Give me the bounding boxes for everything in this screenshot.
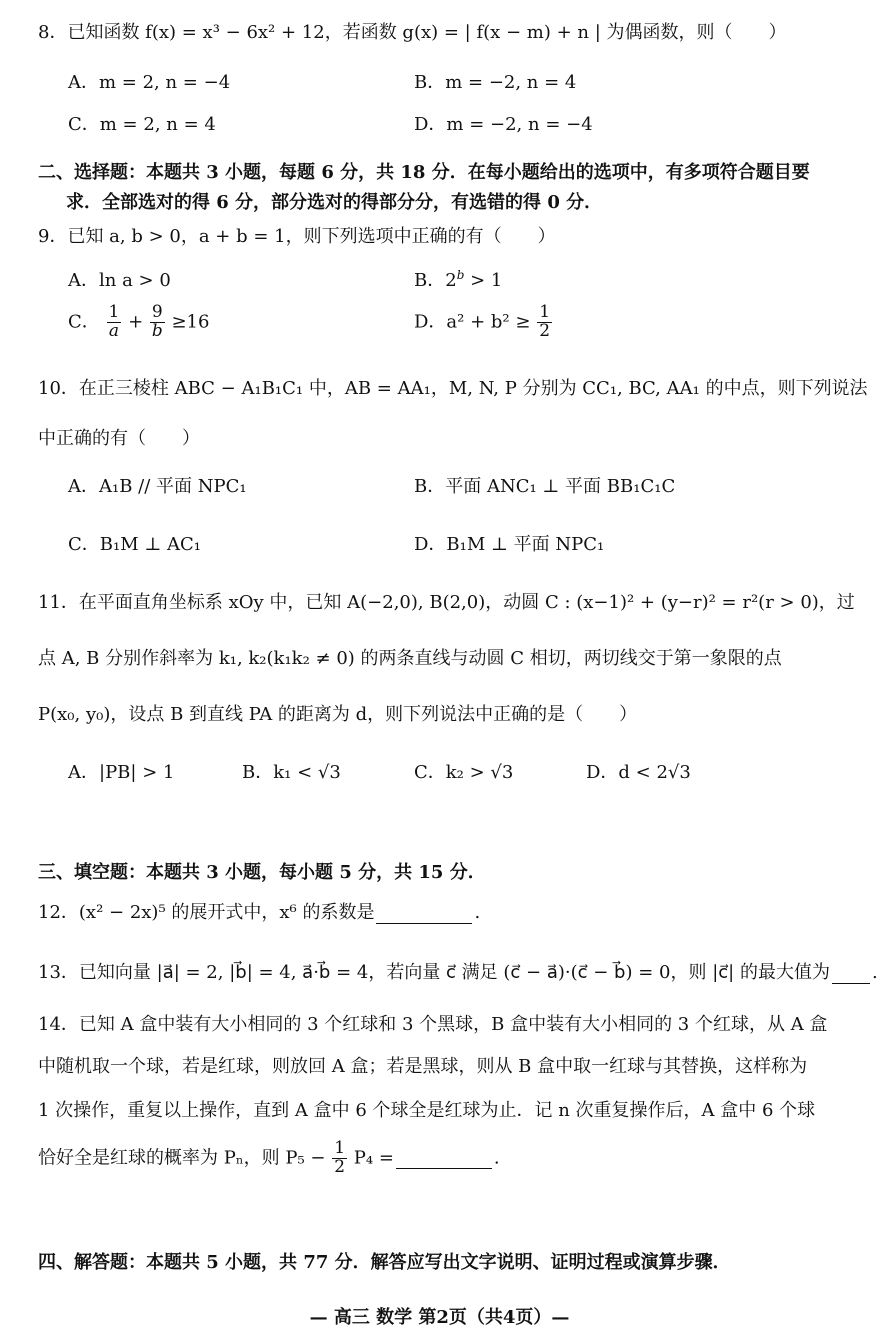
q10-option-a: A．A₁B // 平面 NPC₁ [68,476,247,497]
q9-option-b: B．$2^b > 1$ [414,268,503,291]
q11-option-b: B．k₁ < √3 [242,762,341,783]
q8-option-d: D．m = −2, n = −4 [414,114,593,135]
q10-stem-cont: 中正确的有（ ） [38,428,200,449]
q11-stem-cont2: P(x₀, y₀)，设点 B 到直线 PA 的距离为 d，则下列说法中正确的是（ ） [38,704,638,725]
q11-stem-cont: 点 A, B 分别作斜率为 k₁, k₂(k₁k₂ ≠ 0) 的两条直线与动圆 C 相切，两切线交于第一象限的点 [38,648,782,669]
q10-stem: 10．在正三棱柱 ABC − A₁B₁C₁ 中，AB = AA₁，M, N, P 分别为 CC₁, BC, AA₁ 的中点，则下列说法 [38,378,868,399]
fraction: $\frac{9}{b}$ [151,302,163,341]
section2-heading: 二、选择题：本题共 3 小题，每题 6 分，共 18 分．在每小题给出的选项中，有多项符合题目要 [38,162,810,183]
q8-option-c: C．m = 2, n = 4 [68,114,216,135]
page-footer: — 高三 数学 第2页（共4页）— [309,1307,570,1328]
q14-stem-cont3: 恰好全是红球的概率为 Pₙ，则 P₅ − $\frac{1}{2}$ P₄ = . [38,1138,500,1177]
q12-stem: 12．(x² − 2x)⁵ 的展开式中，x⁶ 的系数是 . [38,902,481,923]
q9-option-a: A．ln a > 0 [68,270,171,291]
section2-heading-cont: 求．全部选对的得 6 分，部分选对的得部分分，有选错的得 0 分． [66,192,603,213]
section3-heading: 三、填空题：本题共 3 小题，每小题 5 分，共 15 分． [38,862,486,883]
q9-stem: 9．已知 a, b > 0，a + b = 1，则下列选项中正确的有（ ） [38,226,556,247]
q14-answer-blank[interactable] [396,1147,492,1169]
fraction: $\frac{1}{2}$ [539,302,551,341]
q11-option-a: A．|PB| > 1 [68,762,175,783]
fraction: $\frac{1}{a}$ [108,302,120,341]
q14-stem-cont: 中随机取一个球，若是红球，则放回 A 盒；若是黑球，则从 B 盒中取一红球与其替换，这样称为 [38,1056,808,1077]
q10-option-b: B．平面 ANC₁ ⊥ 平面 BB₁C₁C [414,476,676,497]
q11-option-c: C．k₂ > √3 [414,762,514,783]
fraction: $\frac{1}{2}$ [334,1138,346,1177]
q14-stem-cont2: 1 次操作，重复以上操作，直到 A 盒中 6 个球全是红球为止．记 n 次重复操作后，A 盒中 6 个球 [38,1100,816,1121]
q13-answer-blank[interactable] [832,962,870,984]
q8-stem: 8．已知函数 f(x) = x³ − 6x² + 12，若函数 g(x) = | f(x − m) + n | 为偶函数，则（ ） [38,22,787,43]
q9-option-d: D．a² + b² ≥ $\frac{1}{2}$ [414,302,551,341]
q8-option-b: B．m = −2, n = 4 [414,72,577,93]
q12-answer-blank[interactable] [376,902,472,924]
q8-option-a: A．m = 2, n = −4 [68,72,231,93]
q10-option-d: D．B₁M ⊥ 平面 NPC₁ [414,534,605,555]
q13-stem: 13．已知向量 |a⃗| = 2, |b⃗| = 4, a⃗·b⃗ = 4，若向量 c⃗ 满足 (c⃗ − a⃗)·(c⃗ − b⃗) = 0，则 |c⃗| 的最大值为 . [38,962,878,983]
q11-stem: 11．在平面直角坐标系 xOy 中，已知 A(−2,0), B(2,0)，动圆 C : (x−1)² + (y−r)² = r²(r > 0)，过 [38,592,855,613]
section4-heading: 四、解答题：本题共 5 小题，共 77 分．解答应写出文字说明、证明过程或演算步骤． [38,1252,731,1273]
q10-option-c: C．B₁M ⊥ AC₁ [68,534,202,555]
q9-option-c: C． $\frac{1}{a}$ + $\frac{9}{b}$ ≥16 [68,302,210,341]
q14-stem: 14．已知 A 盒中装有大小相同的 3 个红球和 3 个黑球，B 盒中装有大小相同的 3 个红球，从 A 盒 [38,1014,828,1035]
q11-option-d: D．d < 2√3 [586,762,691,783]
